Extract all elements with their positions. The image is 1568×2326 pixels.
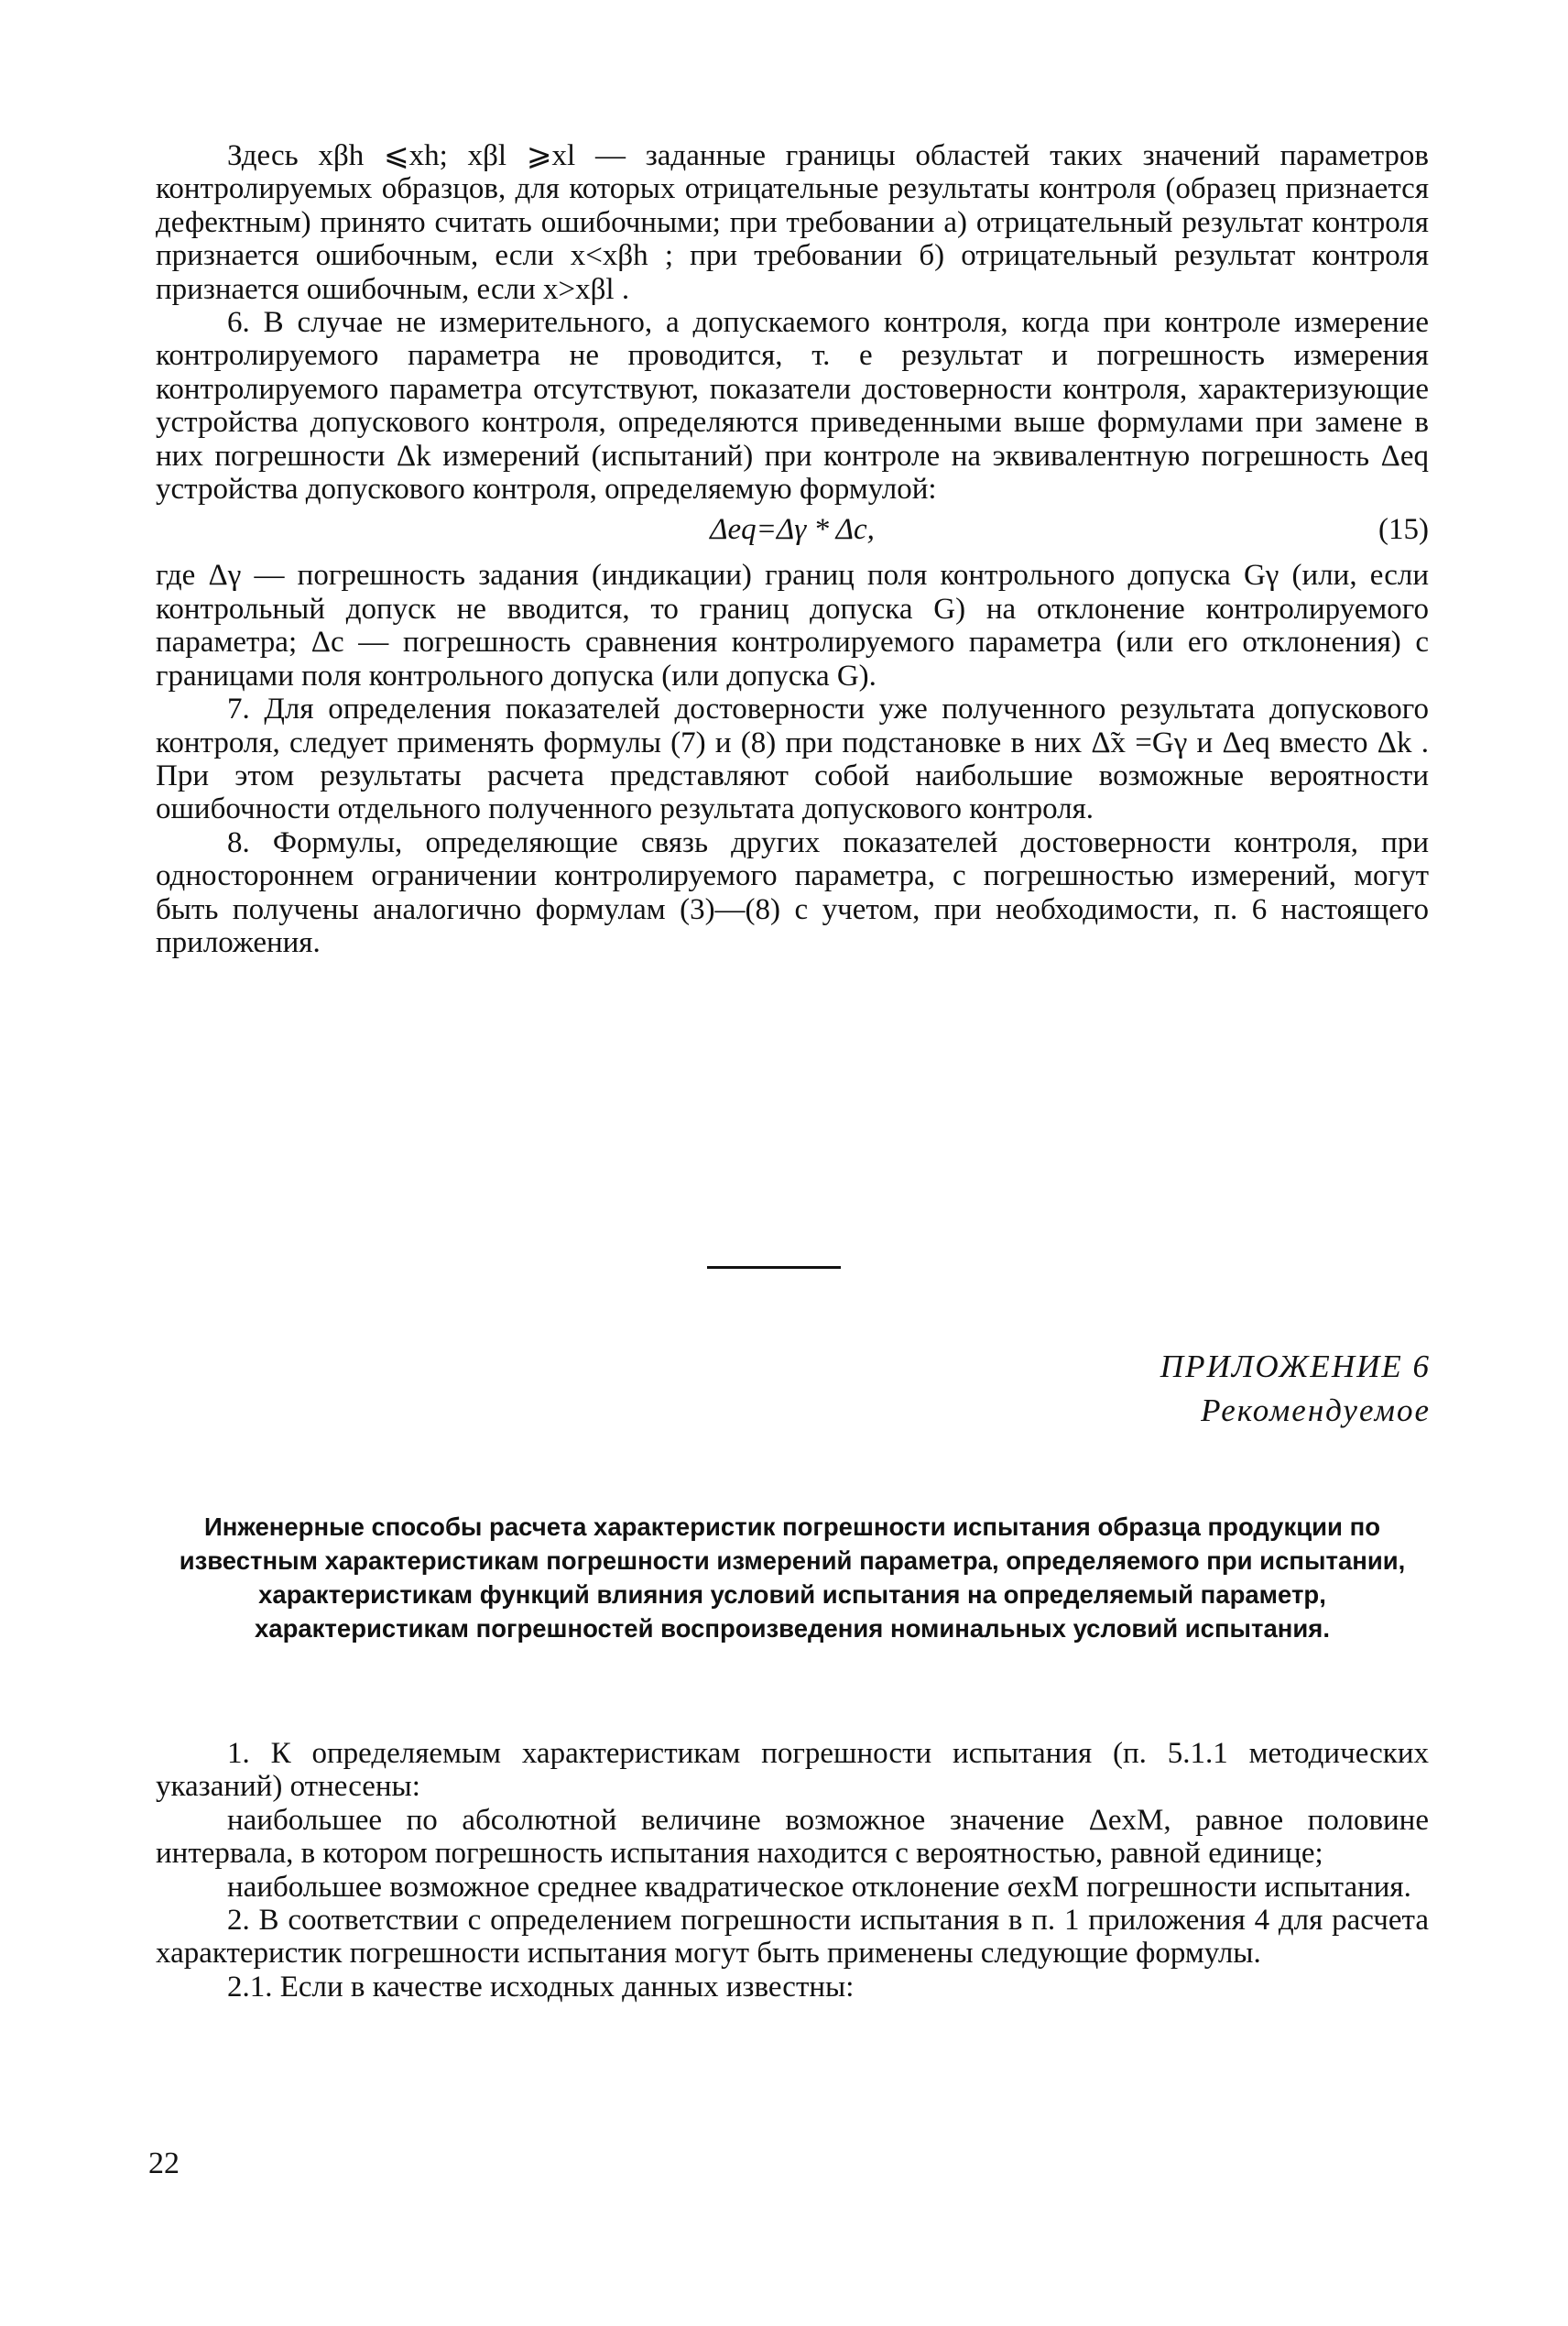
paragraph-where: где Δγ — погрешность задания (индикации) границ поля контрольного допуска Gγ (или, если контрольный допуск не вводится, то границ допуска G) на отклонение контролируемого параметра; Δc — погрешность сравнения контролируемого параметра (или его отклонения) с границами поля контрольного допуска (или допуска G).	[156, 559, 1429, 693]
top-text-block	[156, 139, 1429, 959]
paragraph-item-2-1: 2.1. Если в качестве исходных данных известны:	[227, 1970, 855, 2004]
paragraph-boundaries: Здесь xβh ⩽xh; xβl ⩾xl — заданные границы областей таких значений параметров контролируемых образцов, для которых отрицательные результаты контроля (образец признается дефектным) принято считать ошибочными; при требовании а) отрицательный результат контроля признается ошибочным, если x<xβh ; при требовании б) отрицательный результат контроля признается ошибочным, если x>xβl .	[156, 139, 1429, 306]
paragraph-item-6: 6. В случае не измерительного, а допускаемого контроля, когда при контроле измерение контролируемого параметра не проводится, т. е результат и погрешность измерения контролируемого параметра отсутствуют, показатели достоверности контроля, характеризующие устройства допускового контроля, определяются приведенными выше формулами при замене в них погрешности Δk измерений (испытаний) при контроле на эквивалентную погрешность Δeq устройства допускового контроля, определяемую формулой:	[156, 306, 1429, 507]
paragraph-max-value: наибольшее по абсолютной величине возможное значение ΔexM, равное половине интервала, в котором погрешность испытания находится с вероятностью, равной единице;	[156, 1803, 1429, 1871]
appendix-heading	[1160, 1345, 1431, 1433]
section-divider	[707, 1266, 841, 1269]
appendix-number: ПРИЛОЖЕНИЕ 6	[1160, 1349, 1431, 1384]
formula-15	[156, 513, 1429, 553]
paragraph-item-7: 7. Для определения показателей достоверности уже полученного результата допускового контроля, следует применять формулы (7) и (8) при подстановке в них Δ̃x =Gγ и Δeq вместо Δk . При этом результаты расчета представляют собой наибольшие возможные вероятности ошибочности отдельного полученного результата допускового контроля.	[156, 693, 1429, 826]
appendix-status: Рекомендуемое	[1201, 1392, 1431, 1428]
paragraph-item-2: 2. В соответствии с определением погрешности испытания в п. 1 приложения 4 для расчета характеристик погрешности испытания могут быть применены следующие формулы.	[156, 1904, 1429, 1971]
section-title: Инженерные способы расчета характеристик погрешности испытания образца продукции по известным характеристикам погрешности измерений параметра, определяемого при испытании, характеристикам функций влияния условий испытания на определяемый параметр, характеристикам погрешностей воспроизведения номинальных условий испытания.	[179, 1512, 1406, 1643]
paragraph-max-deviation: наибольшее возможное среднее квадратическое отклонение σexM погрешности испытания.	[227, 1870, 1411, 1904]
formula-expression: Δeq=Δγ * Δc,	[710, 513, 875, 547]
paragraph-item-8: 8. Формулы, определяющие связь других показателей достоверности контроля, при одностороннем ограничении контролируемого параметра, с погрешностью измерений, могут быть получены аналогично формулам (3)—(8) с учетом, при необходимости, п. 6 настоящего приложения.	[156, 825, 1429, 959]
bottom-text-block	[156, 1737, 1429, 2004]
page-number: 22	[148, 2146, 180, 2180]
formula-number: (15)	[1378, 513, 1429, 547]
paragraph-item-1: 1. К определяемым характеристикам погрешности испытания (п. 5.1.1 методических указаний) отнесены:	[156, 1737, 1429, 1804]
